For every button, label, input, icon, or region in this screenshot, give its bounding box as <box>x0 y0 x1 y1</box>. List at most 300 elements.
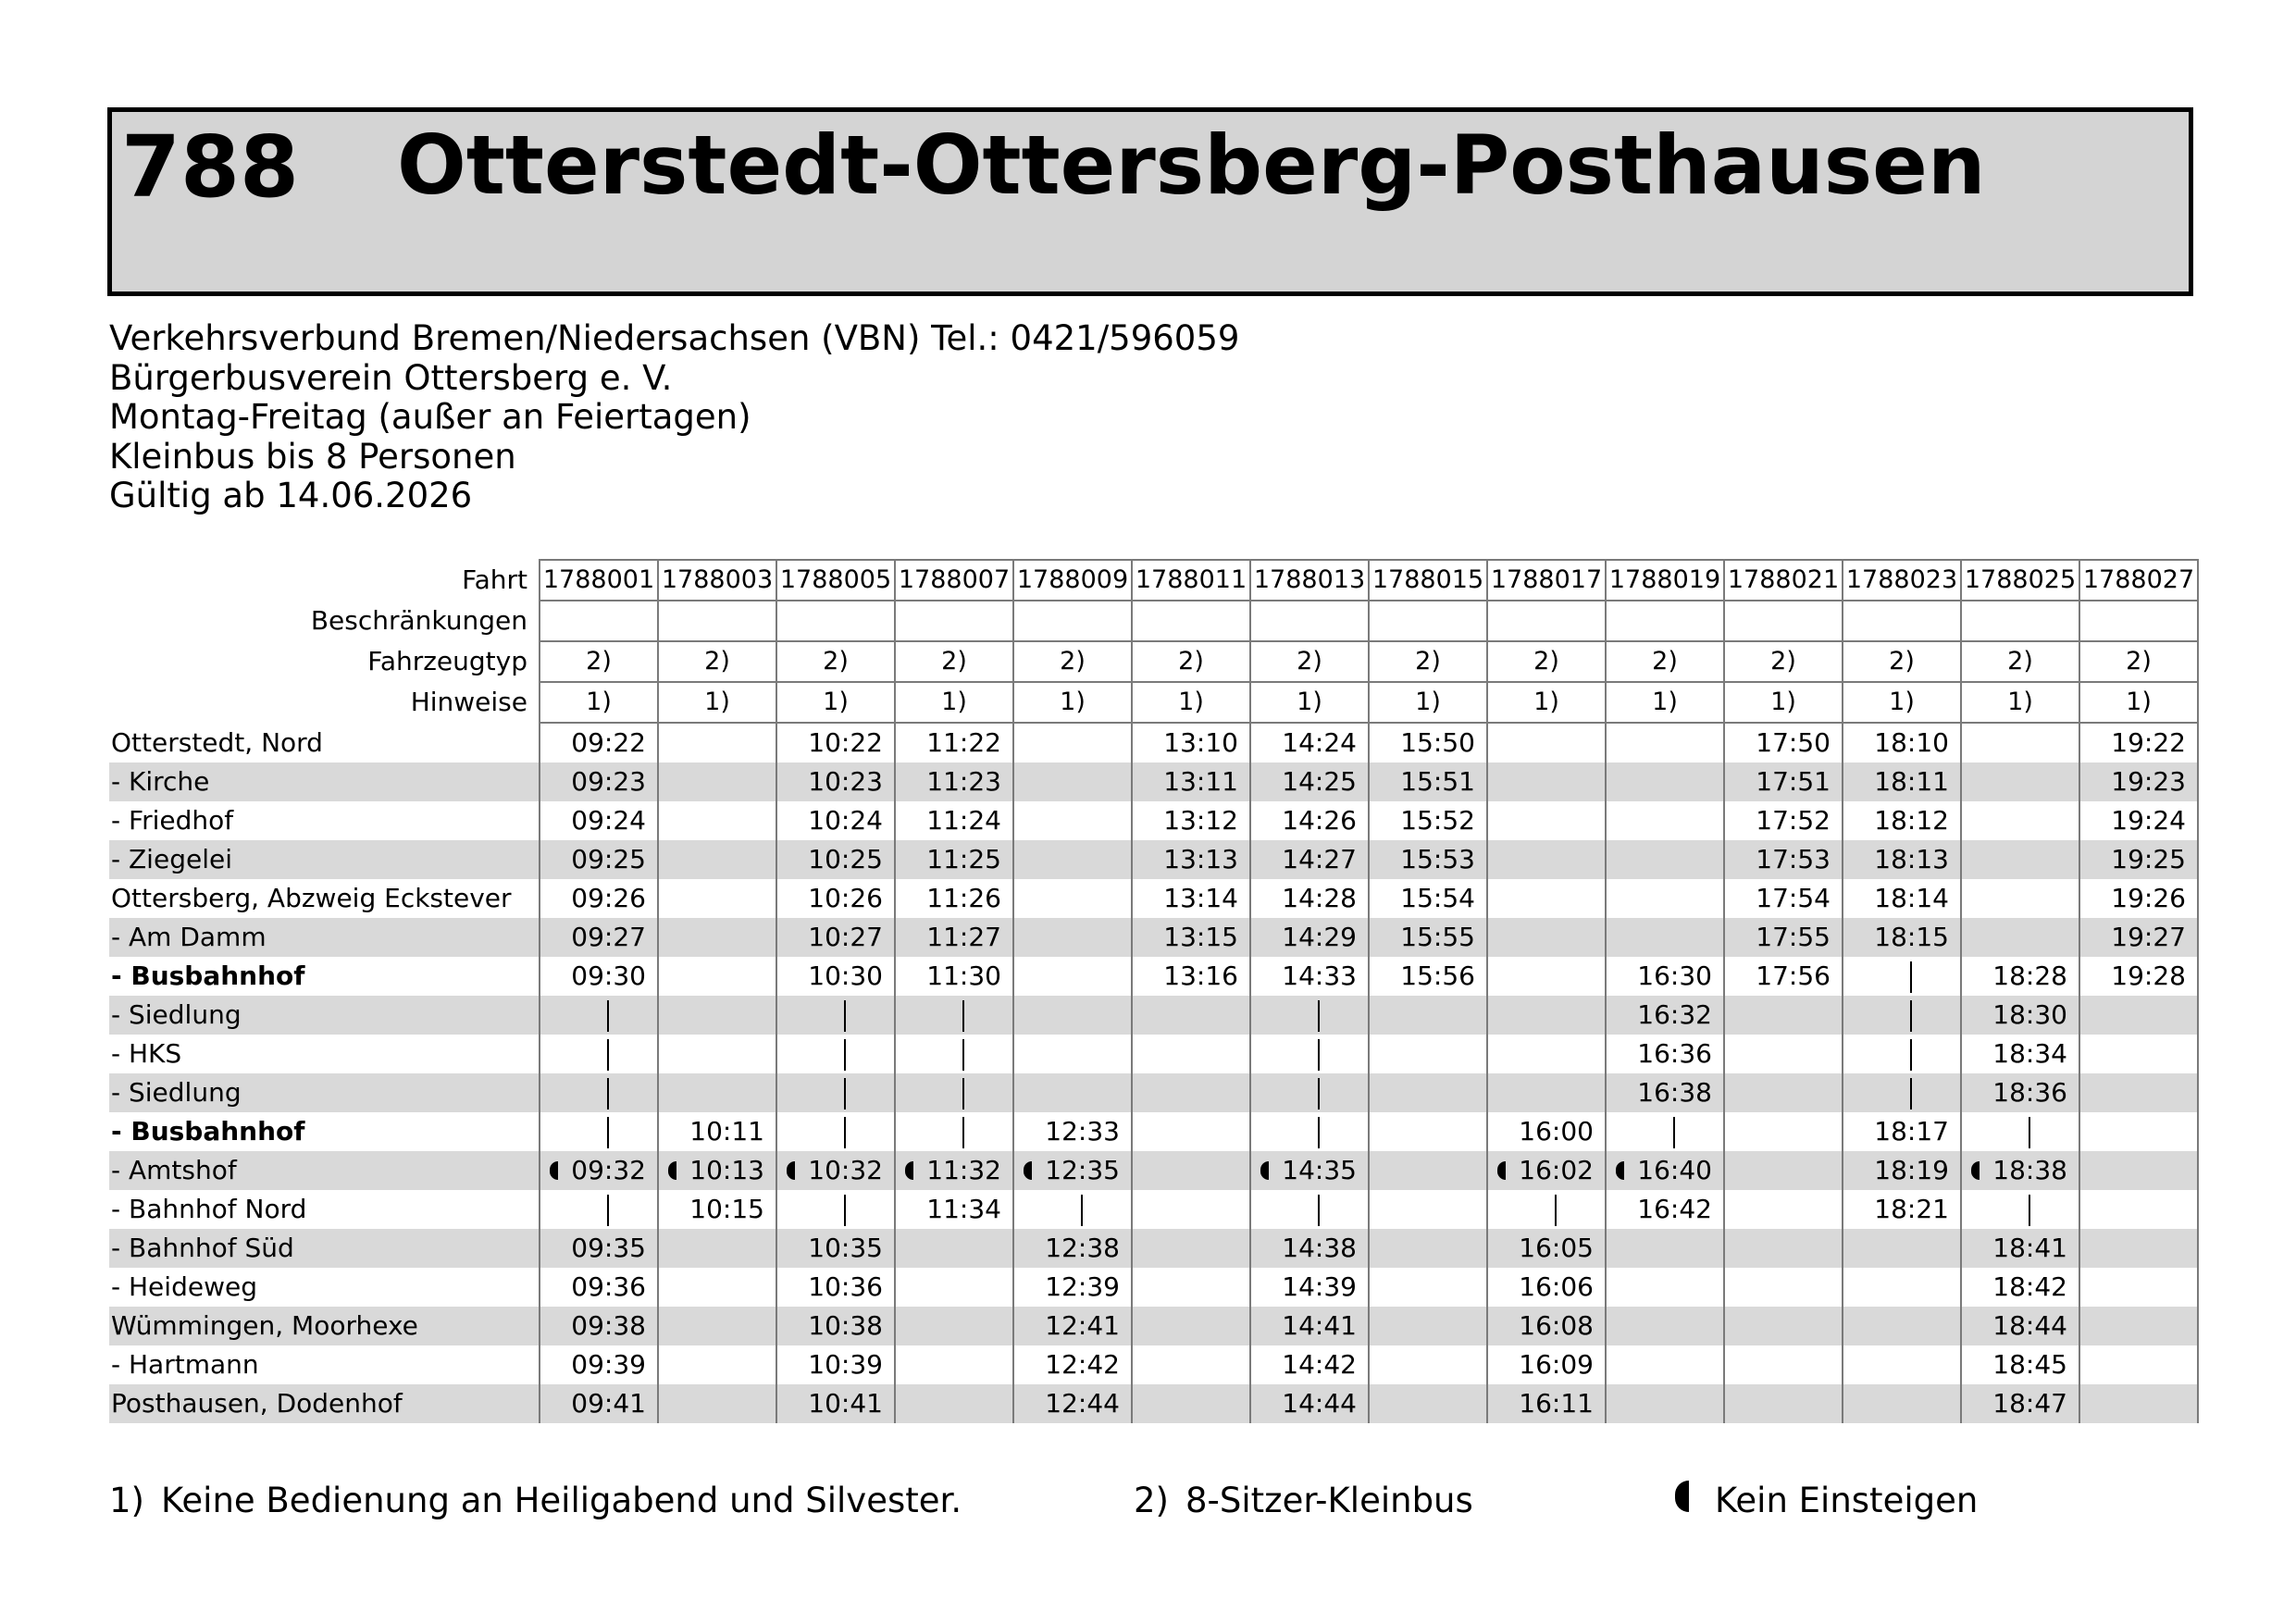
time-cell <box>1487 1073 1606 1112</box>
time-cell: 13:15 <box>1132 918 1250 957</box>
table-row <box>109 1307 2198 1345</box>
time-cell: 17:53 <box>1724 840 1843 879</box>
time-cell: 18:14 <box>1843 879 1961 918</box>
half-moon-icon <box>668 1161 676 1180</box>
half-moon-icon <box>1024 1161 1032 1180</box>
half-moon-icon <box>1497 1161 1506 1180</box>
time-cell: 15:50 <box>1369 723 1487 762</box>
header-cell: 1) <box>1013 682 1132 723</box>
header-cell: 2) <box>1369 641 1487 682</box>
time-cell: 12:44 <box>1013 1384 1132 1423</box>
time-cell: 18:41 <box>1961 1229 2079 1268</box>
time-cell: 18:34 <box>1961 1035 2079 1073</box>
time-cell <box>1606 918 1724 957</box>
time-cell: 18:10 <box>1843 723 1961 762</box>
header-cell: 1788009 <box>1013 560 1132 601</box>
time-cell: 18:28 <box>1961 957 2079 996</box>
time-cell <box>1013 723 1132 762</box>
header-cell: 1) <box>1132 682 1250 723</box>
pass-through-marker <box>1250 1190 1369 1229</box>
time-cell: 15:55 <box>1369 918 1487 957</box>
time-cell: 18:36 <box>1961 1073 2079 1112</box>
info-line-operator: Verkehrsverbund Bremen/Niedersachsen (VBN) Tel.: 0421/596059 <box>109 318 1240 358</box>
time-cell <box>658 723 776 762</box>
stop-name: - Busbahnhof <box>111 1116 305 1147</box>
time-cell: 18:42 <box>1961 1268 2079 1307</box>
header-cell: 1788019 <box>1606 560 1724 601</box>
time-cell: 13:16 <box>1132 957 1250 996</box>
pass-through-marker <box>540 1190 658 1229</box>
time-cell: 18:47 <box>1961 1384 2079 1423</box>
time-cell <box>1013 1073 1132 1112</box>
time-cell: 10:38 <box>776 1307 895 1345</box>
time-cell: 16:32 <box>1606 996 1724 1035</box>
time-cell: 16:36 <box>1606 1035 1724 1073</box>
time-cell <box>2079 1345 2198 1384</box>
time-cell: 13:13 <box>1132 840 1250 879</box>
time-cell <box>658 801 776 840</box>
departure-time: 10:13 <box>689 1155 764 1185</box>
time-cell: 11:25 <box>895 840 1013 879</box>
time-cell <box>1724 1151 1843 1190</box>
time-cell <box>540 1151 658 1190</box>
time-cell <box>895 1151 1013 1190</box>
header-cell: 1788025 <box>1961 560 2079 601</box>
time-cell <box>1487 996 1606 1035</box>
stop-name: - Bahnhof Nord <box>111 1194 307 1224</box>
table-row <box>109 879 2198 918</box>
departure-time: 16:02 <box>1519 1155 1594 1185</box>
time-cell: 18:30 <box>1961 996 2079 1035</box>
time-cell <box>1013 1151 1132 1190</box>
time-cell <box>658 1307 776 1345</box>
header-cell: 1788007 <box>895 560 1013 601</box>
header-cell <box>1843 601 1961 641</box>
time-cell: 14:44 <box>1250 1384 1369 1423</box>
pass-through-marker <box>1961 1112 2079 1151</box>
time-cell <box>2079 1268 2198 1307</box>
time-cell <box>1369 1073 1487 1112</box>
time-cell: 14:39 <box>1250 1268 1369 1307</box>
pass-through-line <box>844 1039 846 1071</box>
time-cell <box>1961 1151 2079 1190</box>
pass-through-marker <box>1843 1073 1961 1112</box>
time-cell <box>895 1229 1013 1268</box>
time-cell <box>2079 1190 2198 1229</box>
time-cell: 19:22 <box>2079 723 2198 762</box>
time-cell: 09:24 <box>540 801 658 840</box>
time-cell <box>2079 1035 2198 1073</box>
time-cell <box>1013 996 1132 1035</box>
time-cell: 12:38 <box>1013 1229 1132 1268</box>
time-cell <box>658 1268 776 1307</box>
time-cell <box>1487 1035 1606 1073</box>
table-row <box>109 1268 2198 1307</box>
time-cell <box>658 879 776 918</box>
time-cell: 18:13 <box>1843 840 1961 879</box>
time-cell: 17:52 <box>1724 801 1843 840</box>
time-cell: 18:44 <box>1961 1307 2079 1345</box>
pass-through-marker <box>895 1035 1013 1073</box>
time-cell: 14:28 <box>1250 879 1369 918</box>
time-cell <box>1606 762 1724 801</box>
time-cell: 14:42 <box>1250 1345 1369 1384</box>
stop-name: Wümmingen, Moorhexe <box>109 1307 540 1345</box>
header-cell: 1) <box>895 682 1013 723</box>
header-cell: 2) <box>540 641 658 682</box>
pass-through-marker <box>776 1035 895 1073</box>
table-row <box>109 996 2198 1035</box>
pass-through-line <box>1910 1078 1912 1110</box>
half-moon-icon <box>905 1161 913 1180</box>
stop-name: Ottersberg, Abzweig Eckstever <box>111 883 512 913</box>
header-cell: 2) <box>895 641 1013 682</box>
header-cell <box>1606 601 1724 641</box>
row-label: Hinweise <box>410 687 527 717</box>
pass-through-marker <box>1250 1112 1369 1151</box>
row-label: Fahrt <box>462 564 527 595</box>
time-cell: 10:30 <box>776 957 895 996</box>
stop-name: - HKS <box>111 1038 182 1069</box>
legend-note-2-number: 2) <box>1134 1481 1169 1520</box>
info-block <box>109 319 1239 516</box>
stop-name: - Kirche <box>109 762 540 801</box>
time-cell <box>1013 957 1132 996</box>
time-cell <box>1606 723 1724 762</box>
time-cell <box>1724 1307 1843 1345</box>
legend-note-2 <box>1134 1481 1473 1520</box>
time-cell: 16:09 <box>1487 1345 1606 1384</box>
pass-through-line <box>1555 1195 1557 1226</box>
header-cell: 2) <box>1013 641 1132 682</box>
time-cell <box>1132 1268 1250 1307</box>
time-cell: 14:24 <box>1250 723 1369 762</box>
time-cell <box>1606 1151 1724 1190</box>
time-cell: 10:25 <box>776 840 895 879</box>
header-cell: 1) <box>1606 682 1724 723</box>
time-cell: 11:34 <box>895 1190 1013 1229</box>
time-cell <box>658 1035 776 1073</box>
time-cell <box>2079 1229 2198 1268</box>
time-cell: 14:41 <box>1250 1307 1369 1345</box>
time-cell: 16:30 <box>1606 957 1724 996</box>
pass-through-line <box>844 1000 846 1032</box>
time-cell: 09:23 <box>540 762 658 801</box>
time-cell <box>1132 1035 1250 1073</box>
time-cell: 10:24 <box>776 801 895 840</box>
pass-through-line <box>1673 1117 1675 1148</box>
time-cell <box>1369 1307 1487 1345</box>
time-cell <box>1961 801 2079 840</box>
pass-through-marker <box>895 1073 1013 1112</box>
stop-name: - Heideweg <box>111 1271 257 1302</box>
time-cell <box>1369 1229 1487 1268</box>
time-cell: 19:23 <box>2079 762 2198 801</box>
notes-row <box>109 682 2198 723</box>
time-cell <box>895 1345 1013 1384</box>
table-row <box>109 1073 2198 1112</box>
header-cell <box>1132 601 1250 641</box>
time-cell <box>1250 1151 1369 1190</box>
header-cell: 1) <box>1250 682 1369 723</box>
time-cell <box>658 1073 776 1112</box>
time-cell <box>776 1151 895 1190</box>
time-cell: 11:24 <box>895 801 1013 840</box>
pass-through-marker <box>1250 1073 1369 1112</box>
time-cell <box>1487 762 1606 801</box>
header-cell: 1788001 <box>540 560 658 601</box>
time-cell: 16:06 <box>1487 1268 1606 1307</box>
time-cell <box>1487 840 1606 879</box>
header-cell: 2) <box>1487 641 1606 682</box>
header-cell <box>776 601 895 641</box>
time-cell <box>1132 1345 1250 1384</box>
header-cell: 1) <box>1724 682 1843 723</box>
time-cell <box>658 1345 776 1384</box>
time-cell <box>1013 840 1132 879</box>
time-cell <box>1132 996 1250 1035</box>
header-cell: 2) <box>2079 641 2198 682</box>
restrictions-row <box>109 601 2198 641</box>
pass-through-marker <box>776 1112 895 1151</box>
time-cell: 19:24 <box>2079 801 2198 840</box>
time-cell <box>1606 1384 1724 1423</box>
time-cell <box>1132 1190 1250 1229</box>
header-cell: 1788015 <box>1369 560 1487 601</box>
time-cell <box>1132 1073 1250 1112</box>
time-cell: 14:27 <box>1250 840 1369 879</box>
pass-through-line <box>962 1078 964 1110</box>
header-cell: 2) <box>1606 641 1724 682</box>
stop-name: Otterstedt, Nord <box>111 726 323 758</box>
pass-through-line <box>607 1000 609 1032</box>
time-cell <box>1369 1112 1487 1151</box>
header-cell: 1) <box>1487 682 1606 723</box>
time-cell: 18:45 <box>1961 1345 2079 1384</box>
header-cell <box>1487 601 1606 641</box>
header-cell <box>1961 601 2079 641</box>
header-cell: 2) <box>658 641 776 682</box>
time-cell <box>1606 801 1724 840</box>
pass-through-line <box>607 1039 609 1071</box>
header-cell: 1) <box>1961 682 2079 723</box>
time-cell <box>1724 1268 1843 1307</box>
half-moon-icon <box>1675 1481 1689 1512</box>
time-cell <box>1369 996 1487 1035</box>
pass-through-marker <box>1843 957 1961 996</box>
header-cell: 1788017 <box>1487 560 1606 601</box>
pass-through-line <box>1081 1195 1083 1226</box>
time-cell <box>1843 1345 1961 1384</box>
table-row <box>109 1345 2198 1384</box>
time-cell: 14:29 <box>1250 918 1369 957</box>
header-cell: 1788003 <box>658 560 776 601</box>
time-cell: 10:22 <box>776 723 895 762</box>
time-cell: 15:53 <box>1369 840 1487 879</box>
time-cell <box>1843 1268 1961 1307</box>
time-cell: 10:23 <box>776 762 895 801</box>
time-cell <box>1369 1035 1487 1073</box>
time-cell: 15:52 <box>1369 801 1487 840</box>
time-cell: 15:54 <box>1369 879 1487 918</box>
time-cell: 10:35 <box>776 1229 895 1268</box>
pass-through-marker <box>895 1112 1013 1151</box>
header-cell <box>1369 601 1487 641</box>
header-cell: 1788023 <box>1843 560 1961 601</box>
time-cell <box>1013 879 1132 918</box>
time-cell <box>1606 840 1724 879</box>
table-row <box>109 1035 2198 1073</box>
time-cell <box>1013 762 1132 801</box>
time-cell <box>1961 723 2079 762</box>
time-cell <box>895 1384 1013 1423</box>
time-cell <box>1724 1384 1843 1423</box>
time-cell <box>1843 1307 1961 1345</box>
legend-moon-text: Kein Einsteigen <box>1715 1481 1979 1520</box>
pass-through-marker <box>1013 1190 1132 1229</box>
time-cell <box>1369 1345 1487 1384</box>
header-box <box>107 107 2193 296</box>
time-cell <box>1606 879 1724 918</box>
time-cell <box>1013 801 1132 840</box>
pass-through-line <box>1318 1117 1320 1148</box>
header-cell: 1788005 <box>776 560 895 601</box>
time-cell: 13:11 <box>1132 762 1250 801</box>
time-cell: 09:27 <box>540 918 658 957</box>
stop-name: Posthausen, Dodenhof <box>109 1384 540 1423</box>
time-cell: 19:27 <box>2079 918 2198 957</box>
pass-through-line <box>962 1000 964 1032</box>
time-cell <box>1961 762 2079 801</box>
pass-through-line <box>1318 1195 1320 1226</box>
time-cell: 17:50 <box>1724 723 1843 762</box>
time-cell: 16:11 <box>1487 1384 1606 1423</box>
time-cell: 11:26 <box>895 879 1013 918</box>
time-cell <box>658 1229 776 1268</box>
time-cell: 10:39 <box>776 1345 895 1384</box>
time-cell <box>1013 918 1132 957</box>
info-line-vehicle: Kleinbus bis 8 Personen <box>109 436 516 477</box>
time-cell <box>1606 1345 1724 1384</box>
header-cell: 1) <box>1369 682 1487 723</box>
vehicle-type-row <box>109 641 2198 682</box>
time-cell <box>1606 1229 1724 1268</box>
time-cell <box>658 996 776 1035</box>
time-cell <box>2079 1151 2198 1190</box>
pass-through-marker <box>1961 1190 2079 1229</box>
time-cell: 12:39 <box>1013 1268 1132 1307</box>
stop-name: - Hartmann <box>111 1349 259 1380</box>
header-cell <box>1250 601 1369 641</box>
time-cell <box>1843 1229 1961 1268</box>
time-cell <box>1369 1268 1487 1307</box>
header-cell: 2) <box>1724 641 1843 682</box>
pass-through-line <box>1910 1000 1912 1032</box>
time-cell <box>2079 1112 2198 1151</box>
header-cell <box>540 601 658 641</box>
time-cell <box>1724 1035 1843 1073</box>
time-cell: 16:08 <box>1487 1307 1606 1345</box>
time-cell <box>1724 1073 1843 1112</box>
time-cell: 09:22 <box>540 723 658 762</box>
time-cell <box>658 957 776 996</box>
table-row <box>109 918 2198 957</box>
time-cell <box>1132 1112 1250 1151</box>
time-cell: 11:27 <box>895 918 1013 957</box>
legend-note-1-text: Keine Bedienung an Heiligabend und Silvester. <box>160 1481 962 1520</box>
table-row <box>109 840 2198 879</box>
time-cell <box>1606 1268 1724 1307</box>
time-cell: 10:15 <box>658 1190 776 1229</box>
time-cell: 16:00 <box>1487 1112 1606 1151</box>
time-cell <box>1487 918 1606 957</box>
info-line-days: Montag-Freitag (außer an Feiertagen) <box>109 397 751 437</box>
time-cell <box>658 762 776 801</box>
pass-through-marker <box>776 1190 895 1229</box>
departure-time: 11:32 <box>926 1155 1001 1185</box>
time-cell: 16:38 <box>1606 1073 1724 1112</box>
time-cell: 09:26 <box>540 879 658 918</box>
time-cell: 09:38 <box>540 1307 658 1345</box>
time-cell: 10:36 <box>776 1268 895 1307</box>
time-cell: 10:27 <box>776 918 895 957</box>
time-cell: 11:22 <box>895 723 1013 762</box>
time-cell: 18:12 <box>1843 801 1961 840</box>
time-cell <box>2079 1073 2198 1112</box>
stop-name: - Ziegelei <box>109 840 540 879</box>
time-cell <box>658 918 776 957</box>
time-cell <box>1961 879 2079 918</box>
pass-through-marker <box>540 1112 658 1151</box>
time-cell: 19:28 <box>2079 957 2198 996</box>
time-cell: 14:38 <box>1250 1229 1369 1268</box>
pass-through-line <box>844 1078 846 1110</box>
time-cell <box>2079 996 2198 1035</box>
time-cell <box>1487 1151 1606 1190</box>
pass-through-marker <box>776 996 895 1035</box>
time-cell <box>2079 1384 2198 1423</box>
info-line-validity: Gültig ab 14.06.2026 <box>109 476 473 515</box>
time-cell: 13:12 <box>1132 801 1250 840</box>
time-cell <box>1724 1190 1843 1229</box>
time-cell: 09:36 <box>540 1268 658 1307</box>
header-cell: 1788013 <box>1250 560 1369 601</box>
time-cell: 13:14 <box>1132 879 1250 918</box>
stop-name: - Busbahnhof <box>111 961 305 991</box>
departure-time: 12:35 <box>1045 1155 1120 1185</box>
header-cell: 1788021 <box>1724 560 1843 601</box>
time-cell: 09:25 <box>540 840 658 879</box>
half-moon-icon <box>1260 1161 1269 1180</box>
time-cell: 16:42 <box>1606 1190 1724 1229</box>
time-cell: 09:30 <box>540 957 658 996</box>
time-cell: 19:26 <box>2079 879 2198 918</box>
legend-note-2-text: 8-Sitzer-Kleinbus <box>1185 1481 1473 1520</box>
time-cell: 09:41 <box>540 1384 658 1423</box>
pass-through-line <box>1318 1039 1320 1071</box>
route-title: Otterstedt-Ottersberg-Posthausen <box>397 118 1986 213</box>
header-cell: 1788011 <box>1132 560 1250 601</box>
time-cell: 10:26 <box>776 879 895 918</box>
departure-time: 16:40 <box>1637 1155 1712 1185</box>
half-moon-icon <box>787 1161 795 1180</box>
header-cell <box>658 601 776 641</box>
timetable <box>109 559 2199 1423</box>
row-label: Beschränkungen <box>310 605 527 636</box>
pass-through-marker <box>1250 1035 1369 1073</box>
header-cell: 2) <box>776 641 895 682</box>
half-moon-icon <box>1616 1161 1624 1180</box>
